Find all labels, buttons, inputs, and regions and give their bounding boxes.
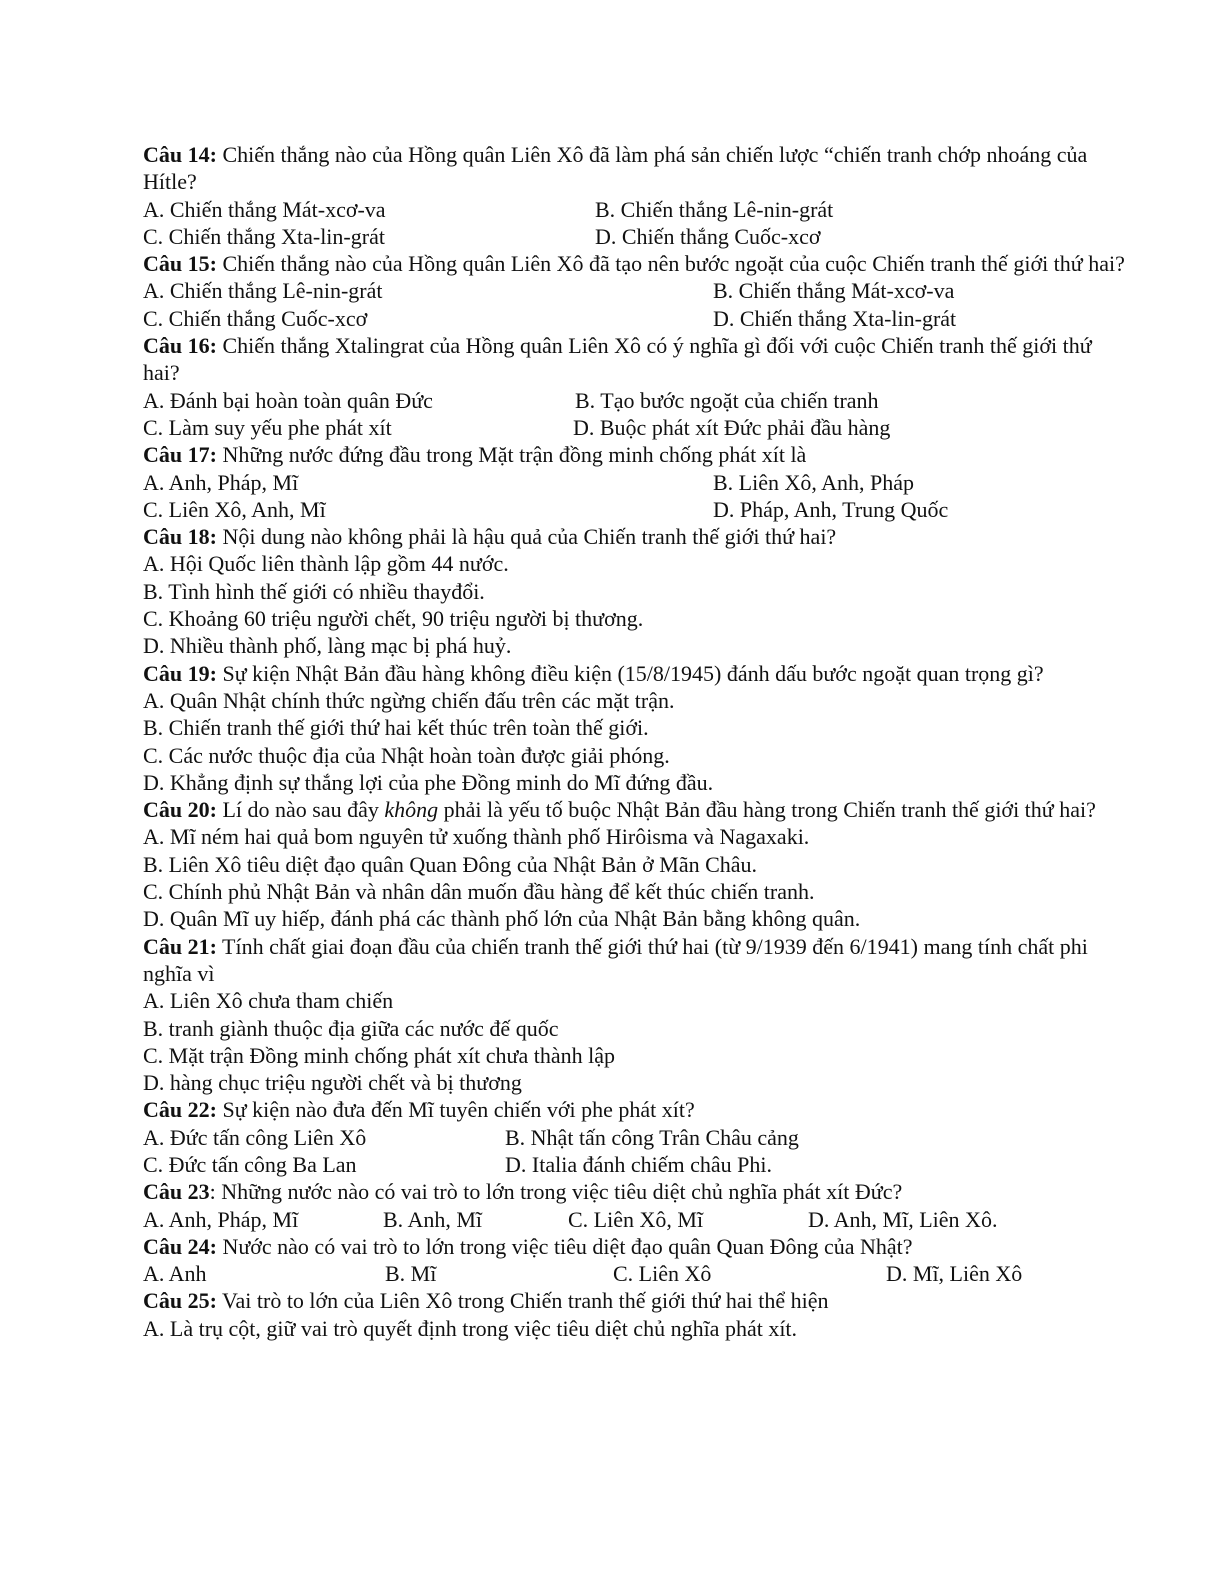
- question-text: Chiến thắng Xtalingrat của Hồng quân Liên Xô có ý nghĩa gì đối với cuộc Chiến tranh thế giới thứ hai?: [143, 333, 1092, 386]
- option-a: A. Chiến thắng Mát-xcơ-va: [143, 196, 386, 222]
- question-15: [143, 250, 1133, 277]
- option-b: B. Nhật tấn công Trân Châu cảng: [505, 1124, 799, 1150]
- option-b: B. Chiến thắng Lê-nin-grát: [595, 196, 834, 222]
- option-c: C. Đức tấn công Ba Lan: [143, 1151, 357, 1177]
- question-text: Nước nào có vai trò to lớn trong việc tiêu diệt đạo quân Quan Đông của Nhật?: [216, 1233, 913, 1259]
- option-d: D. Nhiều thành phố, làng mạc bị phá huỷ.: [143, 633, 512, 659]
- options-row: [143, 305, 1133, 332]
- question-text: Sự kiện Nhật Bản đầu hàng không điều kiện (15/8/1945) đánh dấu bước ngoặt quan trọng gì?: [216, 660, 1044, 686]
- option-a: A. Chiến thắng Lê-nin-grát: [143, 278, 383, 304]
- question-number: Câu 17:: [143, 442, 217, 468]
- option-c: C. Làm suy yếu phe phát xít: [143, 414, 392, 440]
- question-16: [143, 332, 1133, 387]
- question-number: Câu 25:: [143, 1288, 217, 1314]
- option-d: D. Mĩ, Liên Xô: [886, 1261, 1023, 1287]
- options-row: [143, 277, 1133, 304]
- options-row: [143, 1124, 1133, 1151]
- option-b: B. tranh giành thuộc địa giữa các nước đế quốc: [143, 1015, 559, 1041]
- question-number: Câu 15:: [143, 251, 217, 277]
- question-text-after: phải là yếu tố buộc Nhật Bản đầu hàng trong Chiến tranh thế giới thứ hai?: [438, 797, 1096, 823]
- question-text: : Những nước nào có vai trò to lớn trong việc tiêu diệt chủ nghĩa phát xít Đức?: [209, 1179, 903, 1205]
- option-a: A. Mĩ ném hai quả bom nguyên tử xuống thành phố Hirôisma và Nagaxaki.: [143, 824, 810, 850]
- option-d: D. Italia đánh chiếm châu Phi.: [505, 1151, 772, 1177]
- option-d: D. Chiến thắng Xta-lin-grát: [713, 305, 957, 331]
- question-text: Chiến thắng nào của Hồng quân Liên Xô đã tạo nên bước ngoặt của cuộc Chiến tranh thế giới thứ hai?: [216, 251, 1125, 277]
- option-c: C. Chính phủ Nhật Bản và nhân dân muốn đầu hàng để kết thúc chiến tranh.: [143, 879, 815, 905]
- option-d: D. Buộc phát xít Đức phải đầu hàng: [573, 414, 891, 440]
- option-b: B. Chiến tranh thế giới thứ hai kết thúc trên toàn thế giới.: [143, 715, 649, 741]
- question-text: Nội dung nào không phải là hậu quả của Chiến tranh thế giới thứ hai?: [216, 524, 837, 550]
- question-22: [143, 1096, 1133, 1123]
- option-a: A. Là trụ cột, giữ vai trò quyết định trong việc tiêu diệt chủ nghĩa phát xít.: [143, 1315, 798, 1341]
- option-d: D. Quân Mĩ uy hiếp, đánh phá các thành phố lớn của Nhật Bản bằng không quân.: [143, 906, 861, 932]
- question-18: [143, 523, 1133, 550]
- option-b: B. Tạo bước ngoặt của chiến tranh: [575, 387, 879, 413]
- question-19: [143, 660, 1133, 687]
- option-b: B. Liên Xô tiêu diệt đạo quân Quan Đông của Nhật Bản ở Mãn Châu.: [143, 851, 758, 877]
- question-number: Câu 24:: [143, 1233, 217, 1259]
- question-text: Chiến thắng nào của Hồng quân Liên Xô đã làm phá sản chiến lược “chiến tranh chớp nhoáng của Hítle?: [143, 142, 1088, 195]
- question-20: [143, 796, 1133, 823]
- options-row: [143, 223, 1133, 250]
- question-number: Câu 22:: [143, 1097, 217, 1123]
- option-a: A. Hội Quốc liên thành lập gồm 44 nước.: [143, 551, 509, 577]
- option-b: B. Liên Xô, Anh, Pháp: [713, 469, 915, 495]
- question-17: [143, 441, 1133, 468]
- question-number: Câu 18:: [143, 524, 217, 550]
- options-row: [143, 1260, 1133, 1287]
- option-c: C. Chiến thắng Xta-lin-grát: [143, 223, 385, 249]
- options-row: [143, 387, 1133, 414]
- question-25: [143, 1287, 1133, 1314]
- option-d: D. Pháp, Anh, Trung Quốc: [713, 496, 949, 522]
- question-23: [143, 1178, 1133, 1205]
- option-c: C. Các nước thuộc địa của Nhật hoàn toàn được giải phóng.: [143, 742, 670, 768]
- option-b: B. Mĩ: [385, 1261, 437, 1287]
- question-text: Những nước đứng đầu trong Mặt trận đồng minh chống phát xít là: [216, 442, 807, 468]
- option-c: C. Chiến thắng Cuốc-xcơ: [143, 305, 368, 331]
- option-b: B. Anh, Mĩ: [383, 1206, 483, 1232]
- question-text: Tính chất giai đoạn đầu của chiến tranh thế giới thứ hai (từ 9/1939 đến 6/1941) mang tính chất phi nghĩa vì: [143, 933, 1088, 986]
- option-a: A. Anh, Pháp, Mĩ: [143, 1206, 299, 1232]
- option-a: A. Anh, Pháp, Mĩ: [143, 469, 299, 495]
- question-number: Câu 21:: [143, 933, 217, 959]
- question-number: Câu 23: [143, 1179, 210, 1205]
- question-text-before: Lí do nào sau đây: [216, 797, 385, 823]
- question-21: [143, 933, 1133, 988]
- option-b: B. Tình hình thế giới có nhiều thayđổi.: [143, 578, 485, 604]
- question-number: Câu 19:: [143, 660, 217, 686]
- question-14: [143, 141, 1133, 196]
- option-c: C. Mặt trận Đồng minh chống phát xít chưa thành lập: [143, 1042, 616, 1068]
- option-a: A. Đánh bại hoàn toàn quân Đức: [143, 387, 433, 413]
- question-text: Vai trò to lớn của Liên Xô trong Chiến tranh thế giới thứ hai thể hiện: [216, 1288, 829, 1314]
- options-row: [143, 469, 1133, 496]
- options-row: [143, 1151, 1133, 1178]
- option-d: D. Anh, Mĩ, Liên Xô.: [808, 1206, 998, 1232]
- options-row: [143, 496, 1133, 523]
- option-a: A. Quân Nhật chính thức ngừng chiến đấu trên các mặt trận.: [143, 687, 675, 713]
- option-c: C. Liên Xô, Anh, Mĩ: [143, 496, 326, 522]
- option-d: D. hàng chục triệu người chết và bị thương: [143, 1070, 522, 1096]
- question-text-emphasis: không: [384, 797, 439, 823]
- option-a: A. Liên Xô chưa tham chiến: [143, 988, 394, 1014]
- option-d: D. Chiến thắng Cuốc-xcơ: [595, 223, 821, 249]
- option-b: B. Chiến thắng Mát-xcơ-va: [713, 278, 955, 304]
- option-c: C. Liên Xô: [613, 1261, 712, 1287]
- question-number: Câu 20:: [143, 797, 217, 823]
- option-a: A. Anh: [143, 1261, 207, 1287]
- question-number: Câu 14:: [143, 142, 217, 167]
- question-24: [143, 1233, 1133, 1260]
- options-row: [143, 414, 1133, 441]
- options-row: [143, 1206, 1133, 1233]
- options-row: [143, 196, 1133, 223]
- question-number: Câu 16:: [143, 333, 217, 359]
- option-d: D. Khẳng định sự thắng lợi của phe Đồng minh do Mĩ đứng đầu.: [143, 769, 714, 795]
- option-a: A. Đức tấn công Liên Xô: [143, 1124, 367, 1150]
- question-text: Sự kiện nào đưa đến Mĩ tuyên chiến với phe phát xít?: [216, 1097, 695, 1123]
- option-c: C. Liên Xô, Mĩ: [568, 1206, 704, 1232]
- option-c: C. Khoảng 60 triệu người chết, 90 triệu người bị thương.: [143, 606, 644, 632]
- document-page: [143, 141, 1133, 1342]
